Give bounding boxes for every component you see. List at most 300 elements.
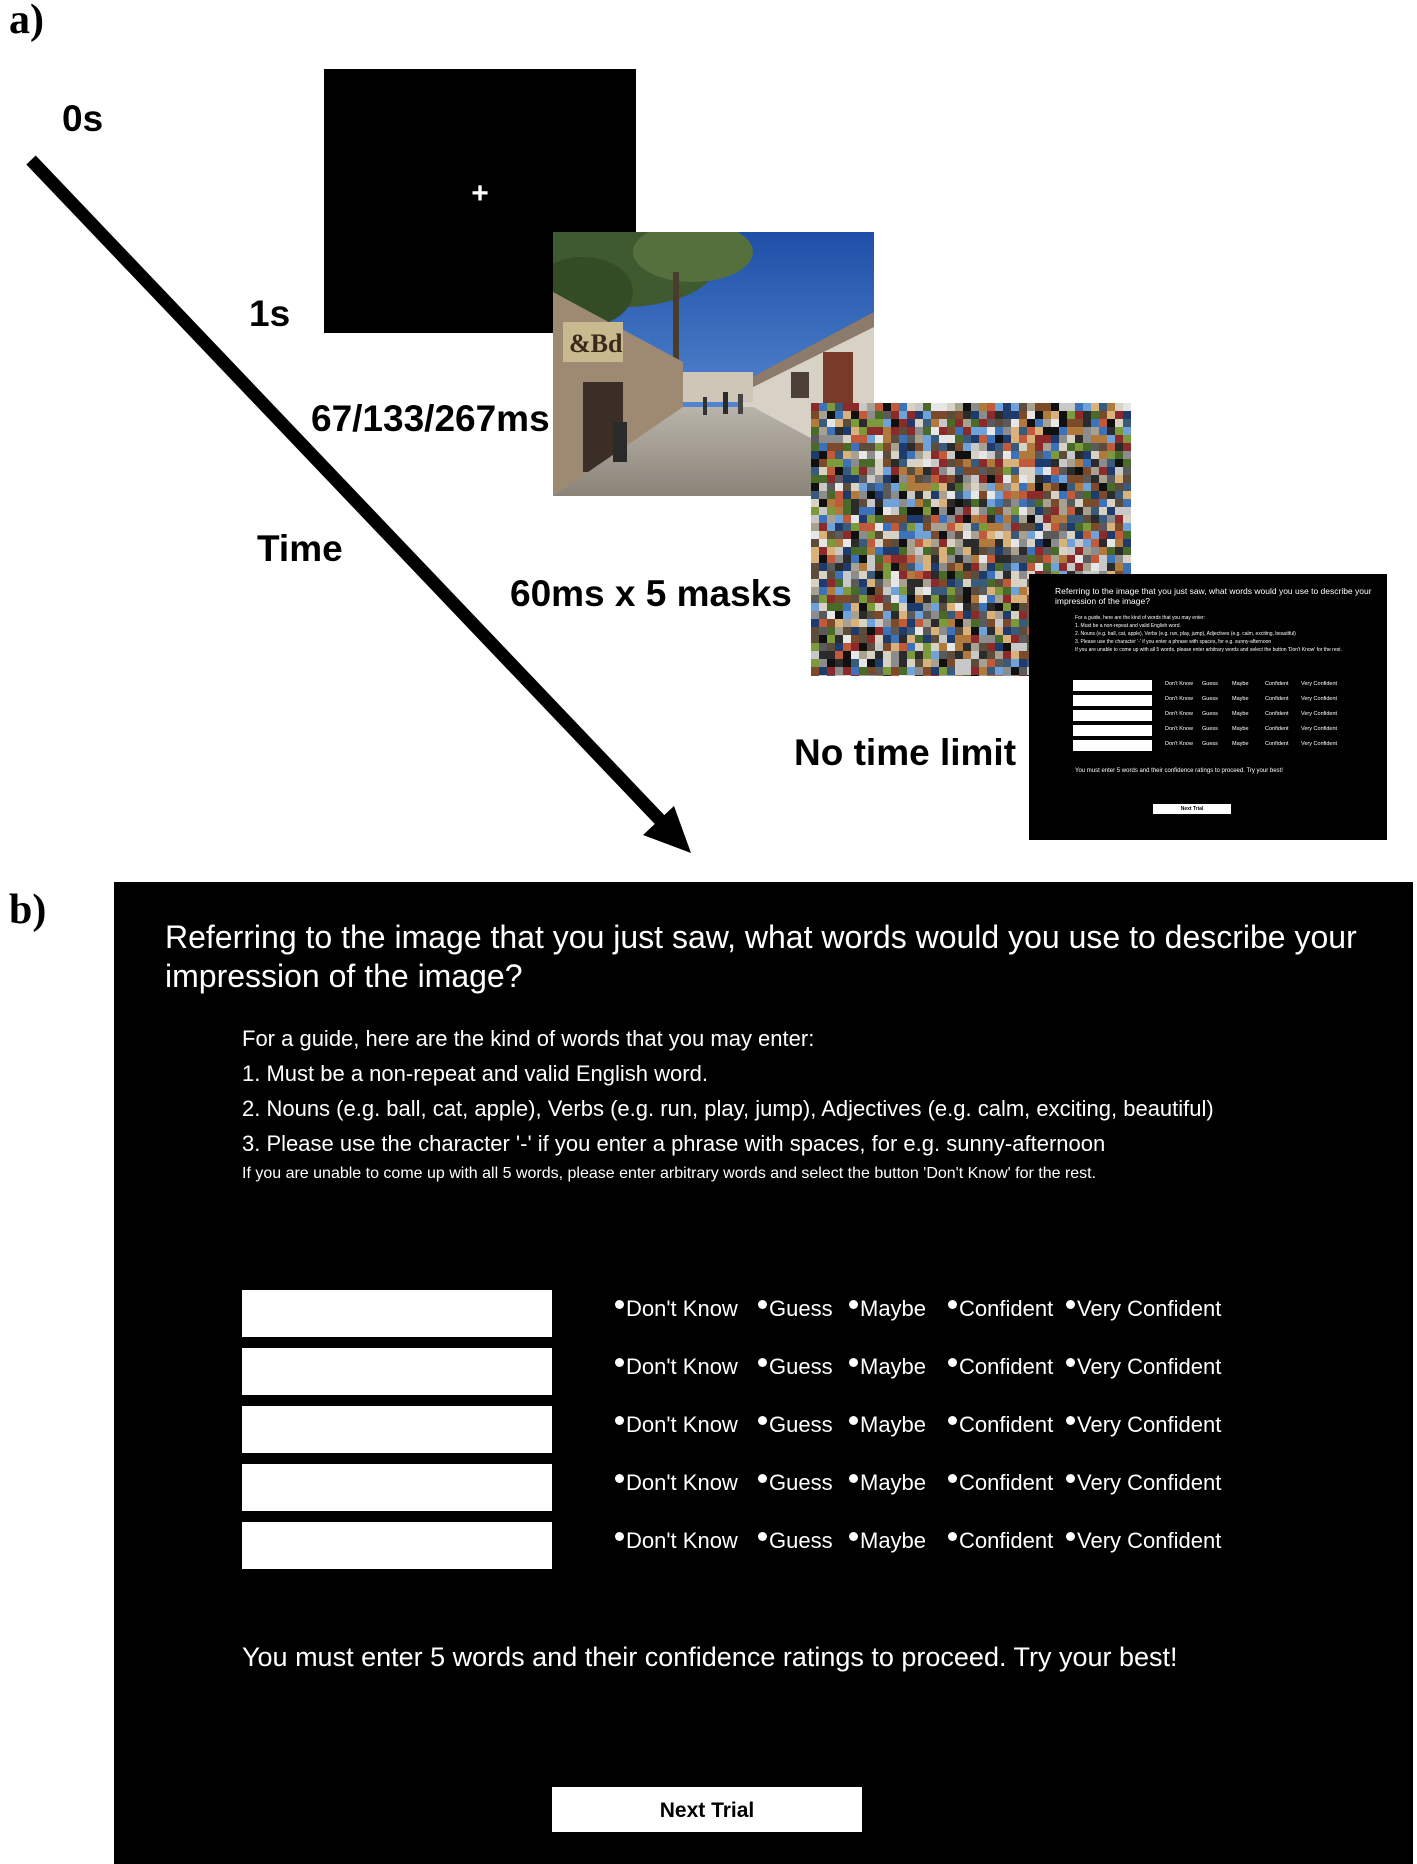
mask-pixel	[939, 467, 947, 475]
mask-pixel	[995, 659, 1003, 667]
mask-pixel	[835, 603, 843, 611]
mask-pixel	[835, 627, 843, 635]
mask-pixel	[811, 579, 819, 587]
stage-label-stimulus-duration: 67/133/267ms	[311, 398, 550, 439]
confidence-option[interactable]	[1066, 1296, 1221, 1322]
mask-pixel	[923, 675, 931, 676]
mask-pixel	[1011, 555, 1019, 563]
mask-pixel	[907, 467, 915, 475]
confidence-option-label: Guess	[769, 1296, 833, 1321]
mask-pixel	[1019, 411, 1027, 419]
confidence-option[interactable]	[615, 1470, 738, 1496]
mask-pixel	[947, 411, 955, 419]
mask-pixel	[947, 467, 955, 475]
mask-pixel	[915, 523, 923, 531]
radio-dot-icon[interactable]	[615, 1358, 624, 1367]
mask-pixel	[875, 587, 883, 595]
mask-pixel	[1003, 643, 1011, 651]
scene-sign-text: &Bd	[569, 329, 623, 358]
mask-pixel	[827, 515, 835, 523]
mask-pixel	[867, 619, 875, 627]
mini-confidence-option: Guess	[1202, 711, 1218, 717]
mask-pixel	[835, 427, 843, 435]
mask-pixel	[883, 635, 891, 643]
mask-pixel	[835, 419, 843, 427]
mask-pixel	[1107, 483, 1115, 491]
radio-dot-icon[interactable]	[615, 1532, 624, 1541]
radio-dot-icon[interactable]	[849, 1474, 858, 1483]
mask-pixel	[883, 547, 891, 555]
mask-pixel	[1003, 675, 1011, 676]
word-input[interactable]	[242, 1522, 552, 1569]
mask-pixel	[899, 491, 907, 499]
radio-dot-icon[interactable]	[948, 1532, 957, 1541]
mask-pixel	[907, 635, 915, 643]
mask-pixel	[835, 475, 843, 483]
mask-pixel	[859, 475, 867, 483]
radio-dot-icon[interactable]	[849, 1300, 858, 1309]
mask-pixel	[1011, 403, 1019, 411]
confidence-option[interactable]	[948, 1528, 1053, 1554]
confidence-option[interactable]	[758, 1296, 833, 1322]
mask-pixel	[1059, 427, 1067, 435]
mask-pixel	[1123, 427, 1131, 435]
mask-pixel	[1011, 539, 1019, 547]
mask-pixel	[1043, 499, 1051, 507]
mask-pixel	[955, 635, 963, 643]
mask-pixel	[867, 491, 875, 499]
mask-pixel	[1043, 531, 1051, 539]
mask-pixel	[1107, 547, 1115, 555]
mask-pixel	[939, 491, 947, 499]
confidence-option[interactable]	[849, 1470, 926, 1496]
mask-pixel	[811, 491, 819, 499]
mask-pixel	[995, 563, 1003, 571]
mask-pixel	[851, 435, 859, 443]
mask-pixel	[963, 563, 971, 571]
mask-pixel	[947, 491, 955, 499]
mask-pixel	[1099, 499, 1107, 507]
mask-pixel	[835, 651, 843, 659]
mask-pixel	[923, 491, 931, 499]
mask-pixel	[1011, 507, 1019, 515]
mask-pixel	[867, 483, 875, 491]
mini-confidence-option: Don't Know	[1165, 711, 1193, 717]
radio-dot-icon[interactable]	[758, 1416, 767, 1425]
mask-pixel	[931, 435, 939, 443]
mini-word-box	[1073, 680, 1152, 691]
mask-pixel	[931, 523, 939, 531]
radio-dot-icon[interactable]	[948, 1358, 957, 1367]
mask-pixel	[1091, 443, 1099, 451]
mask-pixel	[875, 491, 883, 499]
mask-pixel	[883, 443, 891, 451]
word-input[interactable]	[242, 1406, 552, 1453]
radio-dot-icon[interactable]	[1066, 1358, 1075, 1367]
mask-pixel	[1107, 531, 1115, 539]
mask-pixel	[971, 595, 979, 603]
confidence-option[interactable]	[758, 1528, 833, 1554]
mask-pixel	[899, 419, 907, 427]
mask-pixel	[915, 467, 923, 475]
mask-pixel	[859, 435, 867, 443]
mask-pixel	[827, 419, 835, 427]
mask-pixel	[1003, 507, 1011, 515]
radio-dot-icon[interactable]	[849, 1416, 858, 1425]
mask-pixel	[923, 555, 931, 563]
confidence-option-label: Don't Know	[626, 1412, 738, 1437]
radio-dot-icon[interactable]	[758, 1532, 767, 1541]
mask-pixel	[939, 459, 947, 467]
mask-pixel	[979, 595, 987, 603]
mask-pixel	[891, 523, 899, 531]
mini-confidence-option: Very Confident	[1301, 681, 1338, 687]
mask-pixel	[859, 491, 867, 499]
mask-pixel	[923, 523, 931, 531]
mask-pixel	[899, 539, 907, 547]
word-input[interactable]	[242, 1290, 552, 1337]
mask-pixel	[939, 675, 947, 676]
mask-pixel	[1027, 427, 1035, 435]
mask-pixel	[891, 403, 899, 411]
mask-pixel	[1115, 403, 1123, 411]
mask-pixel	[1019, 459, 1027, 467]
mask-pixel	[971, 675, 979, 676]
word-input[interactable]	[242, 1348, 552, 1395]
mask-pixel	[819, 555, 827, 563]
mask-pixel	[867, 571, 875, 579]
mask-pixel	[1003, 435, 1011, 443]
mask-pixel	[811, 595, 819, 603]
radio-dot-icon[interactable]	[758, 1358, 767, 1367]
mask-pixel	[1011, 643, 1019, 651]
mask-pixel	[931, 627, 939, 635]
mask-pixel	[811, 571, 819, 579]
mask-pixel	[875, 675, 883, 676]
mask-pixel	[1011, 603, 1019, 611]
mask-pixel	[867, 467, 875, 475]
mask-pixel	[1003, 403, 1011, 411]
mask-pixel	[899, 555, 907, 563]
mask-pixel	[971, 507, 979, 515]
mask-pixel	[811, 507, 819, 515]
mask-pixel	[931, 675, 939, 676]
mask-pixel	[899, 547, 907, 555]
mask-pixel	[995, 619, 1003, 627]
word-input[interactable]	[242, 1464, 552, 1511]
mask-pixel	[1099, 467, 1107, 475]
mask-pixel	[955, 403, 963, 411]
mask-pixel	[875, 523, 883, 531]
mask-pixel	[843, 539, 851, 547]
mask-pixel	[867, 523, 875, 531]
mask-pixel	[1099, 515, 1107, 523]
mask-pixel	[915, 403, 923, 411]
mask-pixel	[1027, 443, 1035, 451]
mask-pixel	[1115, 499, 1123, 507]
mask-pixel	[955, 603, 963, 611]
mask-pixel	[1115, 419, 1123, 427]
mask-pixel	[931, 419, 939, 427]
mask-pixel	[835, 667, 843, 675]
mask-pixel	[859, 563, 867, 571]
mask-pixel	[1027, 403, 1035, 411]
mask-pixel	[963, 595, 971, 603]
mask-pixel	[1075, 523, 1083, 531]
mask-pixel	[1035, 427, 1043, 435]
mask-pixel	[947, 483, 955, 491]
mask-pixel	[899, 427, 907, 435]
mask-pixel	[923, 499, 931, 507]
mask-pixel	[955, 595, 963, 603]
confidence-option[interactable]	[1066, 1412, 1221, 1438]
confidence-option[interactable]	[615, 1296, 738, 1322]
mask-pixel	[915, 571, 923, 579]
mask-pixel	[883, 675, 891, 676]
mask-pixel	[811, 475, 819, 483]
mask-pixel	[987, 579, 995, 587]
mask-pixel	[859, 523, 867, 531]
mask-pixel	[1099, 531, 1107, 539]
mask-pixel	[819, 507, 827, 515]
mask-pixel	[1035, 515, 1043, 523]
mask-pixel	[1083, 531, 1091, 539]
radio-dot-icon[interactable]	[758, 1300, 767, 1309]
mask-pixel	[1091, 531, 1099, 539]
confidence-option[interactable]	[948, 1354, 1053, 1380]
mask-pixel	[947, 603, 955, 611]
mask-pixel	[1067, 523, 1075, 531]
stage-label-masks: 60ms x 5 masks	[510, 573, 792, 614]
mask-pixel	[1115, 523, 1123, 531]
mask-pixel	[851, 643, 859, 651]
mask-pixel	[851, 563, 859, 571]
confidence-option-label: Confident	[959, 1528, 1054, 1553]
mask-pixel	[939, 595, 947, 603]
mask-pixel	[915, 531, 923, 539]
mask-pixel	[867, 547, 875, 555]
mini-confidence-option: Very Confident	[1301, 741, 1338, 747]
mask-pixel	[987, 475, 995, 483]
confidence-option[interactable]	[758, 1354, 833, 1380]
confidence-option[interactable]	[1066, 1470, 1221, 1496]
radio-dot-icon[interactable]	[615, 1300, 624, 1309]
mask-pixel	[939, 531, 947, 539]
mask-pixel	[963, 675, 971, 676]
mask-pixel	[1019, 579, 1027, 587]
confidence-option[interactable]	[948, 1296, 1053, 1322]
mask-pixel	[899, 587, 907, 595]
radio-dot-icon[interactable]	[1066, 1532, 1075, 1541]
mask-pixel	[843, 563, 851, 571]
mask-pixel	[923, 515, 931, 523]
confidence-option[interactable]	[758, 1470, 833, 1496]
mask-pixel	[1019, 499, 1027, 507]
mask-pixel	[883, 539, 891, 547]
mask-pixel	[995, 651, 1003, 659]
mask-pixel	[827, 659, 835, 667]
mask-pixel	[1003, 635, 1011, 643]
mask-pixel	[1059, 499, 1067, 507]
mask-pixel	[915, 595, 923, 603]
mini-confidence-option: Don't Know	[1165, 726, 1193, 732]
mask-pixel	[995, 555, 1003, 563]
mask-pixel	[987, 603, 995, 611]
radio-dot-icon[interactable]	[1066, 1474, 1075, 1483]
time-axis-label: Time	[257, 528, 343, 569]
mask-pixel	[955, 459, 963, 467]
confidence-option[interactable]	[615, 1412, 738, 1438]
confidence-option[interactable]	[615, 1528, 738, 1554]
confidence-option-label: Maybe	[860, 1528, 927, 1553]
mask-pixel	[1107, 419, 1115, 427]
mask-pixel	[867, 475, 875, 483]
confidence-option[interactable]	[849, 1296, 926, 1322]
mask-pixel	[883, 627, 891, 635]
mask-pixel	[811, 483, 819, 491]
radio-dot-icon[interactable]	[615, 1474, 624, 1483]
confidence-option[interactable]	[849, 1528, 926, 1554]
word-row	[242, 1464, 1392, 1514]
mask-pixel	[1043, 459, 1051, 467]
mask-pixel	[875, 555, 883, 563]
confidence-option[interactable]	[948, 1470, 1053, 1496]
mask-pixel	[955, 627, 963, 635]
radio-dot-icon[interactable]	[615, 1416, 624, 1425]
confidence-option[interactable]	[948, 1412, 1053, 1438]
mask-pixel	[1059, 507, 1067, 515]
mask-pixel	[891, 659, 899, 667]
confidence-option[interactable]	[1066, 1528, 1221, 1554]
mask-pixel	[867, 459, 875, 467]
mask-pixel	[979, 523, 987, 531]
mask-pixel	[979, 651, 987, 659]
mask-pixel	[987, 491, 995, 499]
mask-pixel	[883, 491, 891, 499]
mask-pixel	[923, 667, 931, 675]
mask-pixel	[835, 403, 843, 411]
mask-pixel	[1043, 483, 1051, 491]
mask-pixel	[1027, 539, 1035, 547]
mask-pixel	[979, 459, 987, 467]
mask-pixel	[907, 619, 915, 627]
confidence-option[interactable]	[849, 1412, 926, 1438]
mask-pixel	[907, 579, 915, 587]
mask-pixel	[1123, 459, 1131, 467]
radio-dot-icon[interactable]	[948, 1416, 957, 1425]
mask-pixel	[947, 651, 955, 659]
mask-pixel	[947, 675, 955, 676]
mask-pixel	[963, 403, 971, 411]
mask-pixel	[811, 435, 819, 443]
mini-confidence-option: Don't Know	[1165, 741, 1193, 747]
radio-dot-icon[interactable]	[849, 1532, 858, 1541]
mask-pixel	[923, 635, 931, 643]
mask-pixel	[811, 675, 819, 676]
radio-dot-icon[interactable]	[948, 1474, 957, 1483]
radio-dot-icon[interactable]	[948, 1300, 957, 1309]
mask-pixel	[1115, 451, 1123, 459]
mask-pixel	[1003, 547, 1011, 555]
mask-pixel	[1059, 411, 1067, 419]
radio-dot-icon[interactable]	[758, 1474, 767, 1483]
mask-pixel	[1075, 491, 1083, 499]
mask-pixel	[979, 419, 987, 427]
mask-pixel	[995, 403, 1003, 411]
confidence-option[interactable]	[758, 1412, 833, 1438]
mask-pixel	[1123, 435, 1131, 443]
mini-confidence-option: Guess	[1202, 681, 1218, 687]
mask-pixel	[819, 635, 827, 643]
mask-pixel	[875, 459, 883, 467]
confidence-option[interactable]	[615, 1354, 738, 1380]
mask-pixel	[931, 595, 939, 603]
mask-pixel	[1091, 555, 1099, 563]
mask-pixel	[923, 587, 931, 595]
mask-pixel	[947, 667, 955, 675]
confidence-option[interactable]	[1066, 1354, 1221, 1380]
stage-label-no-time-limit: No time limit	[794, 732, 1017, 773]
mask-pixel	[891, 675, 899, 676]
mask-pixel	[955, 443, 963, 451]
mask-pixel	[819, 587, 827, 595]
mask-pixel	[899, 651, 907, 659]
radio-dot-icon[interactable]	[1066, 1300, 1075, 1309]
mask-pixel	[1003, 555, 1011, 563]
mini-confidence-option: Maybe	[1232, 681, 1249, 687]
mask-pixel	[851, 515, 859, 523]
mask-pixel	[1059, 547, 1067, 555]
mask-pixel	[1115, 555, 1123, 563]
mask-pixel	[987, 403, 995, 411]
mask-pixel	[1043, 403, 1051, 411]
mask-pixel	[899, 635, 907, 643]
mask-pixel	[1083, 435, 1091, 443]
mask-pixel	[851, 579, 859, 587]
mask-pixel	[979, 411, 987, 419]
mask-pixel	[915, 635, 923, 643]
next-trial-button[interactable]: Next Trial	[552, 1787, 862, 1832]
mini-confidence-option: Maybe	[1232, 711, 1249, 717]
mask-pixel	[851, 467, 859, 475]
mask-pixel	[843, 555, 851, 563]
mask-pixel	[899, 619, 907, 627]
mask-pixel	[1059, 531, 1067, 539]
radio-dot-icon[interactable]	[1066, 1416, 1075, 1425]
mask-pixel	[875, 571, 883, 579]
confidence-option[interactable]	[849, 1354, 926, 1380]
mini-word-box	[1073, 740, 1152, 751]
mini-confidence-option: Don't Know	[1165, 696, 1193, 702]
mask-pixel	[851, 507, 859, 515]
mask-pixel	[859, 659, 867, 667]
mini-guide	[1075, 614, 1375, 654]
mask-pixel	[1059, 555, 1067, 563]
confidence-option-label: Don't Know	[626, 1296, 738, 1321]
mask-pixel	[995, 539, 1003, 547]
guide-rule-1: 1. Must be a non-repeat and valid English word.	[242, 1061, 708, 1086]
mask-pixel	[867, 427, 875, 435]
mask-pixel	[859, 627, 867, 635]
mask-pixel	[851, 475, 859, 483]
mask-pixel	[875, 515, 883, 523]
mask-pixel	[875, 451, 883, 459]
mask-pixel	[963, 507, 971, 515]
confidence-option-label: Confident	[959, 1354, 1054, 1379]
mask-pixel	[819, 539, 827, 547]
radio-dot-icon[interactable]	[849, 1358, 858, 1367]
mask-pixel	[955, 451, 963, 459]
